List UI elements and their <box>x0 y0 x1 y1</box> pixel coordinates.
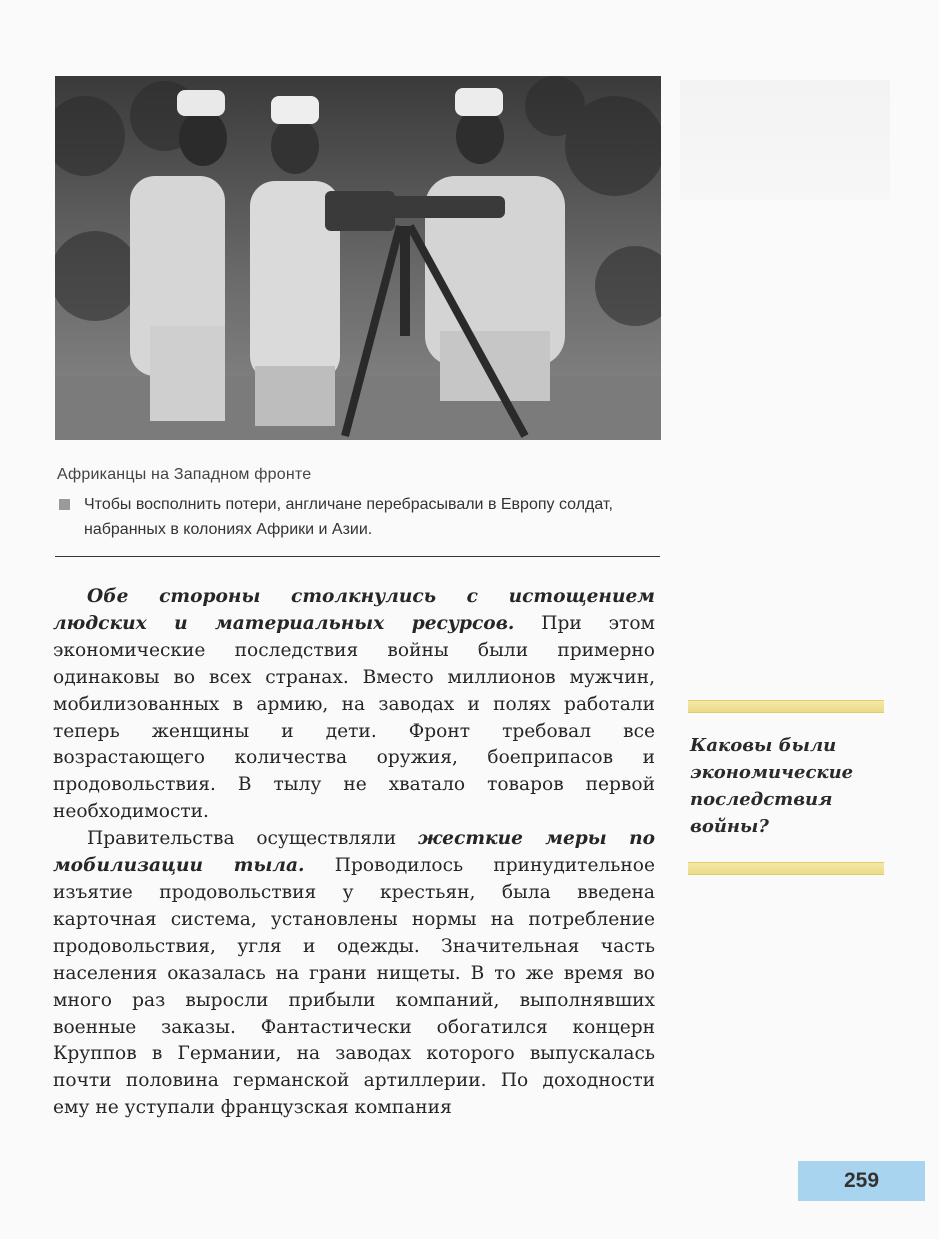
paragraph-2-start: Правительства осуществляли <box>87 828 418 850</box>
photo-caption-text: Чтобы восполнить потери, англичане перебрасывали в Европу солдат, набранных в колониях Африки и Азии. <box>84 496 613 538</box>
caption-bullet-icon <box>59 499 70 510</box>
margin-question: Каковы были экономические последствия войны? <box>690 735 854 837</box>
paragraph-1-emphasis: Обе стороны столкнулись с истощением людских и материальных ресурсов. <box>53 586 655 634</box>
paragraph-1-text: При этом экономические последствия войны были примерно одинаковы во всех странах. Вместо миллионов мужчин, мобилизованных в армию, на заводах и полях работали теперь женщины и дети. Фронт требовал все возрастающего количества оружия, боеприпасов и продовольствия. В тылу не хватало товаров первой необходимости. <box>53 612 655 823</box>
question-bottom-bar <box>688 862 884 875</box>
paragraph-2-emphasis: жесткие меры по мобилизации тыла. <box>53 828 655 877</box>
caption-divider <box>55 556 660 557</box>
question-top-bar <box>688 700 884 713</box>
photo-caption-title: Африканцы на Западном фронте <box>57 466 312 483</box>
paragraph-2 <box>53 826 655 1122</box>
faded-margin-area <box>680 80 890 200</box>
paragraph-1 <box>53 584 655 826</box>
page-number: 259 <box>798 1161 925 1201</box>
paragraph-2-text: Проводилось принудительное изъятие продовольствия у крестьян, была введена карточная система, установлены нормы на потребление продовольствия, угля и одежды. Значительная часть населения оказалась на грани нищеты. В то же время во много раз выросли прибыли компаний, выполнявших военные заказы. Фантастически обогатился концерн Круппов в Германии, на заводах которого выпускалась почти половина германской артиллерии. По доходности ему не уступали французская компания <box>53 855 655 1119</box>
main-text <box>53 584 655 1122</box>
photo-image-icon <box>55 76 661 440</box>
photo-african-soldiers <box>55 76 661 440</box>
margin-question-box <box>688 700 884 875</box>
